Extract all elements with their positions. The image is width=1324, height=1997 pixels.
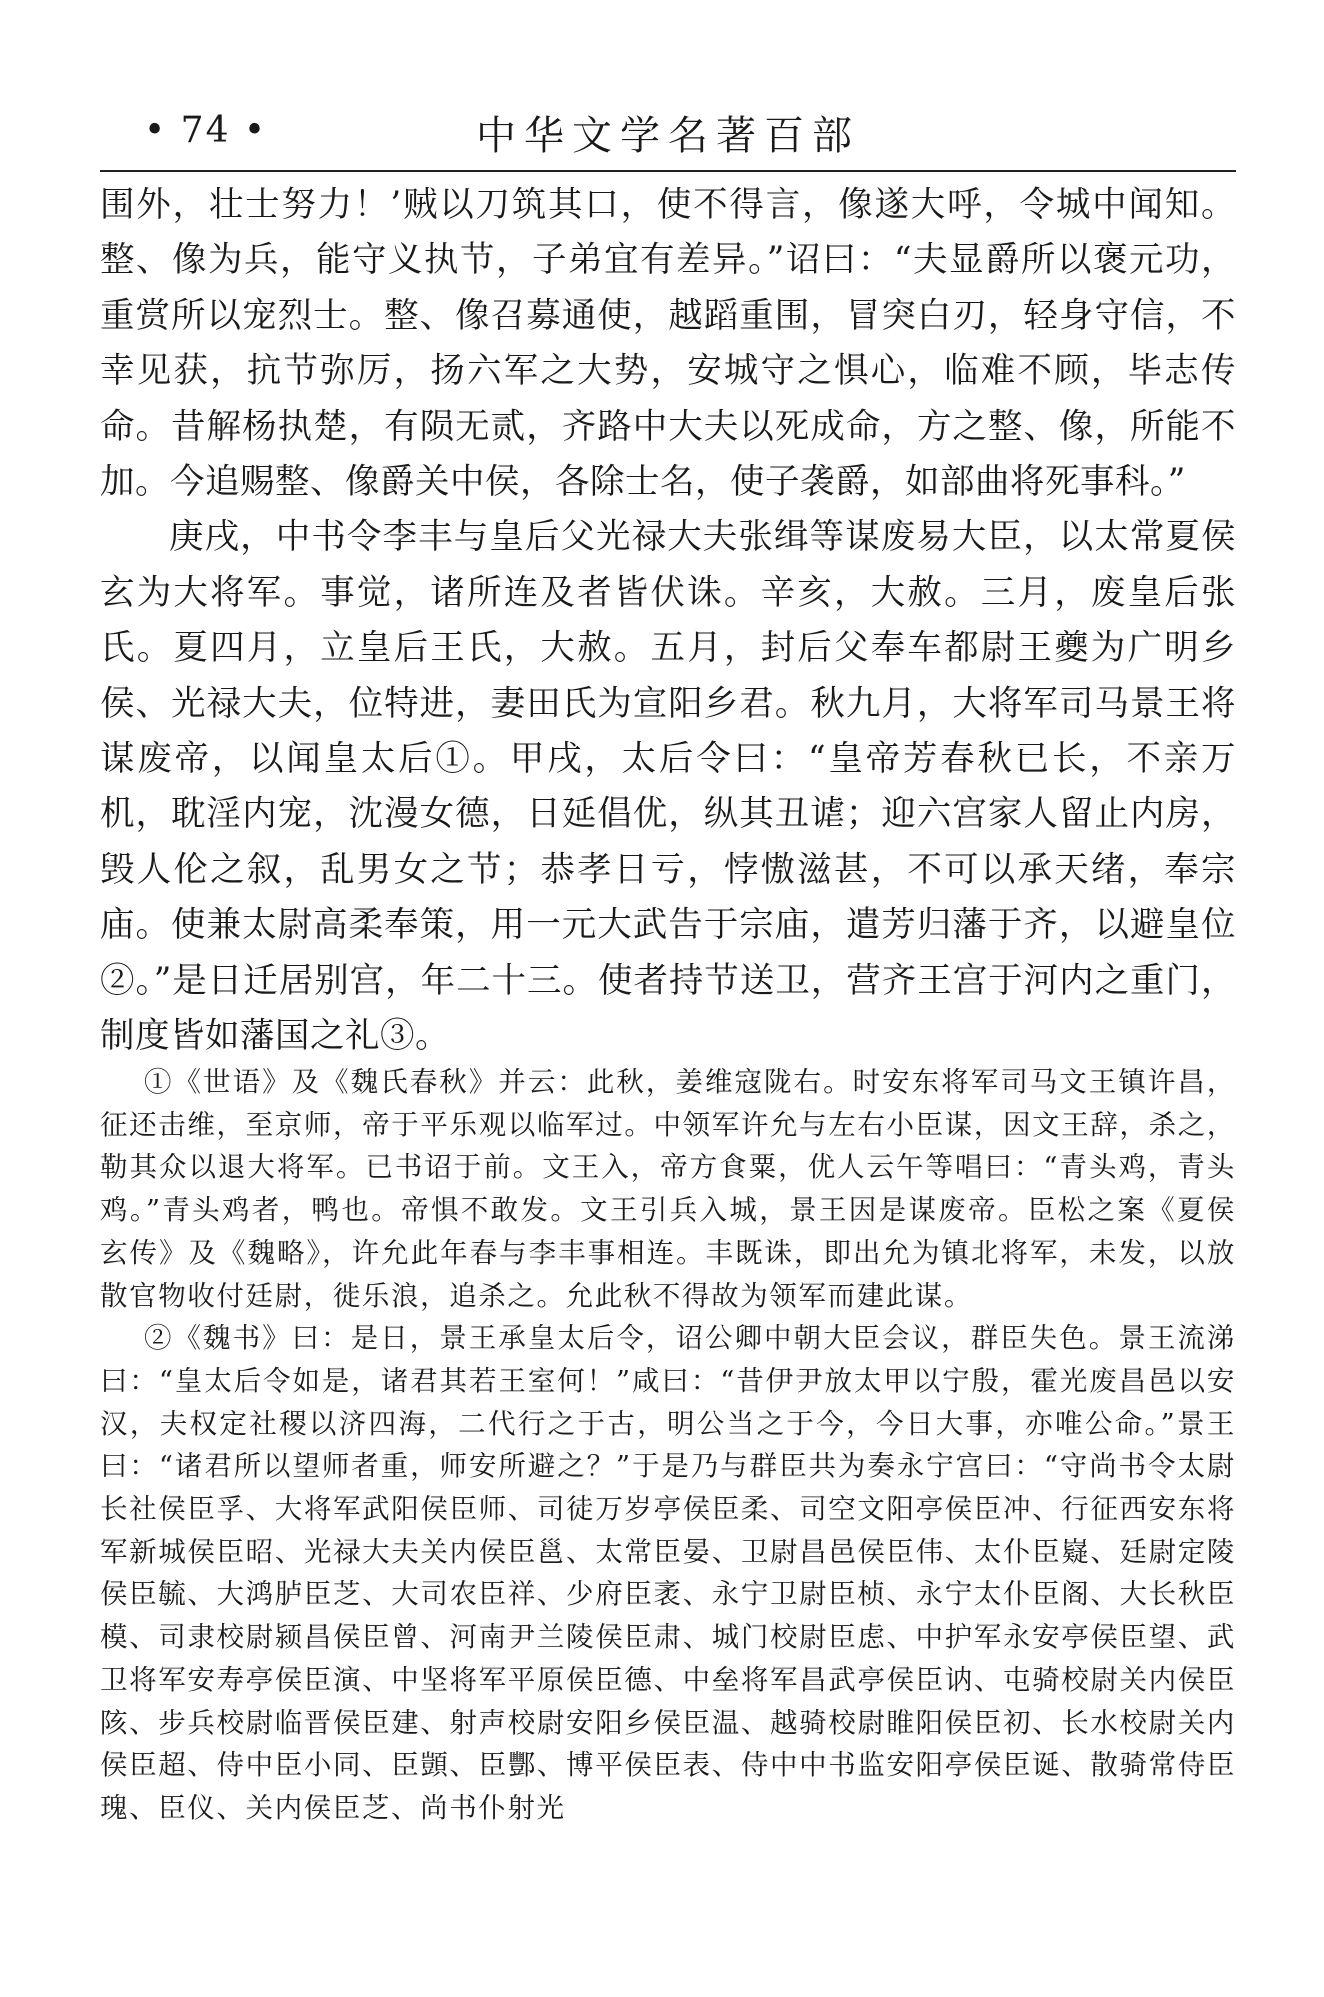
- main-paragraph: 围外，壮士努力！’贼以刀筑其口，使不得言，像遂大呼，令城中闻知。整、像为兵，能守义执节，子弟宜有差异。”诏曰：“夫显爵所以褒元功，重赏所以宠烈士。整、像召募通使，越蹈重围，冒突白刃，轻身守信，不幸见获，抗节弥厉，扬六军之大势，安城守之惧心，临难不顾，毕志传命。昔解杨执楚，有陨无贰，齐路中大夫以死成命，方之整、像，所能不加。今追赐整、像爵关中侯，各除士名，使子袭爵，如部曲将死事科。”: [100, 185, 1236, 503]
- page-number: • 74 •: [144, 110, 268, 151]
- footnote: ②《魏书》曰：是日，景王承皇太后令，诏公卿中朝大臣会议，群臣失色。景王流涕曰：“皇太后令如是，诸君其若王室何！”咸曰：“昔伊尹放太甲以宁殷，霍光废昌邑以安汉，夫权定社稷以济四海，二代行之于古，明公当之于今，今日大事，亦唯公命。”景王曰：“诸君所以望师者重，师安所避之？”于是乃与群臣共为奏永宁宫曰：“守尚书令太尉长社侯臣孚、大将军武阳侯臣师、司徒万岁亭侯臣柔、司空文阳亭侯臣冲、行征西安东将军新城侯臣昭、光禄大夫关内侯臣邕、太常臣晏、卫尉昌邑侯臣伟、太仆臣嶷、廷尉定陵侯臣毓、大鸿胪臣芝、大司农臣祥、少府臣袤、永宁卫尉臣桢、永宁太仆臣阁、大长秋臣模、司隶校尉颍昌侯臣曾、河南尹兰陵侯臣肃、城门校尉臣虑、中护军永安亭侯臣望、武卫将军安寿亭侯臣演、中坚将军平原侯臣德、中垒将军昌武亭侯臣讷、屯骑校尉关内侯臣陔、步兵校尉临晋侯臣建、射声校尉安阳乡侯臣温、越骑校尉睢阳侯臣初、长水校尉关内侯臣超、侍中臣小同、臣顗、臣酆、博平侯臣表、侍中中书监安阳亭侯臣诞、散骑常侍臣瑰、臣仪、关内侯臣芝、尚书仆射光: [100, 1322, 1236, 1824]
- book-title: 中华文学名著百部: [476, 113, 860, 159]
- page-header: [100, 104, 1236, 166]
- footnote: ①《世语》及《魏氏春秋》并云：此秋，姜维寇陇右。时安东将军司马文王镇许昌，征还击维，至京师，帝于平乐观以临军过。中领军许允与左右小臣谋，因文王辞，杀之，勒其众以退大将军。已书诏于前。文王入，帝方食粟，优人云午等唱曰：“青头鸡，青头鸡。”青头鸡者，鸭也。帝惧不敢发。文王引兵入城，景王因是谋废帝。臣松之案《夏侯玄传》及《魏略》，许允此年春与李丰事相连。丰既诛，即出允为镇北将军，未发，以放散官物收付廷尉，徙乐浪，追杀之。允此秋不得故为领军而建此谋。: [100, 1066, 1236, 1312]
- header-divider: [100, 170, 1236, 172]
- main-paragraph: 庚戌，中书令李丰与皇后父光禄大夫张缉等谋废易大臣，以太常夏侯玄为大将军。事觉，诸所连及者皆伏诛。辛亥，大赦。三月，废皇后张氏。夏四月，立皇后王氏，大赦。五月，封后父奉车都尉王夔为广明乡侯、光禄大夫，位特进，妻田氏为宣阳乡君。秋九月，大将军司马景王将谋废帝，以闻皇太后①。甲戌，太后令曰：“皇帝芳春秋已长，不亲万机，耽淫内宠，沈漫女德，日延倡优，纵其丑谑；迎六宫家人留止内房，毁人伦之叙，乱男女之节；恭孝日亏，悖慠滋甚，不可以承天绪，奉宗庙。使兼太尉高柔奉策，用一元大武告于宗庙，遣芳归藩于齐，以避皇位②。”是日迁居别宫，年二十三。使者持节送卫，营齐王宫于河内之重门，制度皆如藩国之礼③。: [100, 517, 1236, 1057]
- footnotes: [100, 1061, 1236, 1830]
- main-text: [100, 178, 1236, 1065]
